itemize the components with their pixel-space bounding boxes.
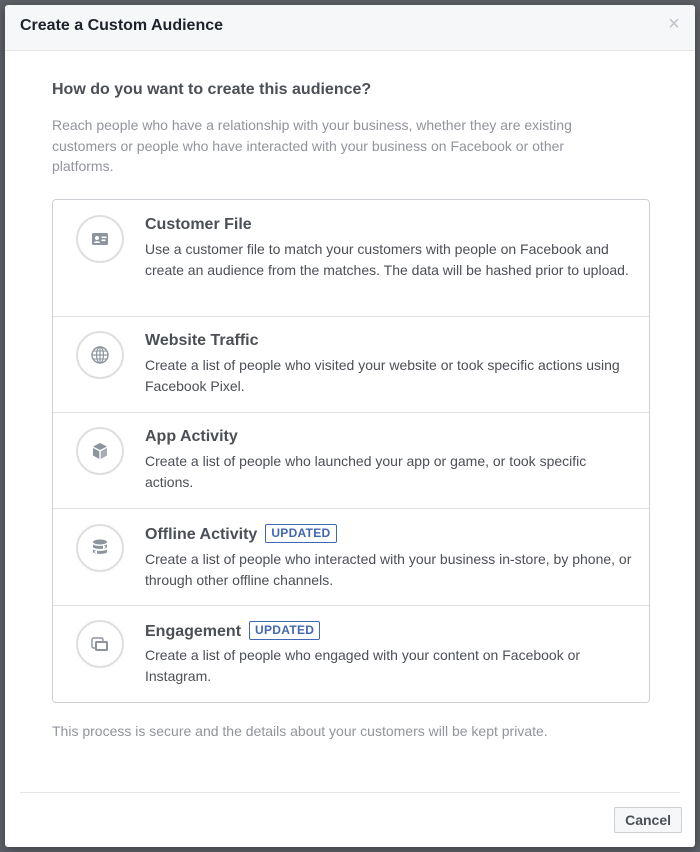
cancel-button[interactable]: Cancel: [614, 807, 682, 833]
cube-icon: [76, 427, 124, 475]
footer-divider: [20, 792, 680, 793]
custom-audience-dialog: [5, 5, 695, 847]
option-title: [145, 524, 337, 544]
option-title: [145, 216, 252, 234]
database-sync-icon: [76, 524, 124, 572]
id-card-icon: [76, 215, 124, 263]
option-engagement[interactable]: [53, 606, 649, 702]
content-cards-icon: [76, 620, 124, 668]
dialog-header: [5, 5, 695, 51]
option-website-traffic[interactable]: [53, 317, 649, 413]
option-title-text: Website Traffic: [145, 332, 259, 349]
option-title-text: App Activity: [145, 428, 238, 445]
option-description: Use a customer file to match your customers with people on Facebook and create an audience from the matches. The data will be hashed prior to upload.: [145, 241, 629, 278]
option-description: Create a list of people who visited your website or took specific actions using Facebook Pixel.: [145, 357, 620, 394]
option-title-text: Offline Activity: [145, 526, 258, 543]
option-description: Create a list of people who engaged with your content on Facebook or Instagram.: [145, 647, 581, 684]
option-title: [145, 428, 238, 446]
dialog-title: Create a Custom Audience: [20, 17, 224, 34]
option-description: Create a list of people who interacted with your business in-store, by phone, or through other offline channels.: [145, 551, 632, 588]
option-offline-activity[interactable]: [53, 509, 649, 606]
audience-options-list: [52, 199, 650, 703]
option-title: [145, 332, 259, 350]
privacy-note: This process is secure and the details about your customers will be kept private.: [52, 723, 548, 739]
option-title: [145, 621, 320, 641]
option-title-text: Engagement: [145, 623, 242, 640]
audience-question: How do you want to create this audience?: [52, 81, 372, 98]
option-app-activity[interactable]: [53, 413, 649, 509]
globe-icon: [76, 331, 124, 379]
option-customer-file[interactable]: [53, 200, 649, 317]
option-description: Create a list of people who launched your app or game, or took specific actions.: [145, 453, 587, 490]
option-title-text: Customer File: [145, 216, 252, 233]
updated-badge: UPDATED: [249, 621, 320, 640]
close-icon[interactable]: ×: [668, 13, 680, 35]
intro-text: Reach people who have a relationship with your business, whether they are existing customers or people who have interacted with your business on Facebook or other platforms.: [52, 117, 572, 174]
updated-badge: UPDATED: [265, 524, 336, 543]
